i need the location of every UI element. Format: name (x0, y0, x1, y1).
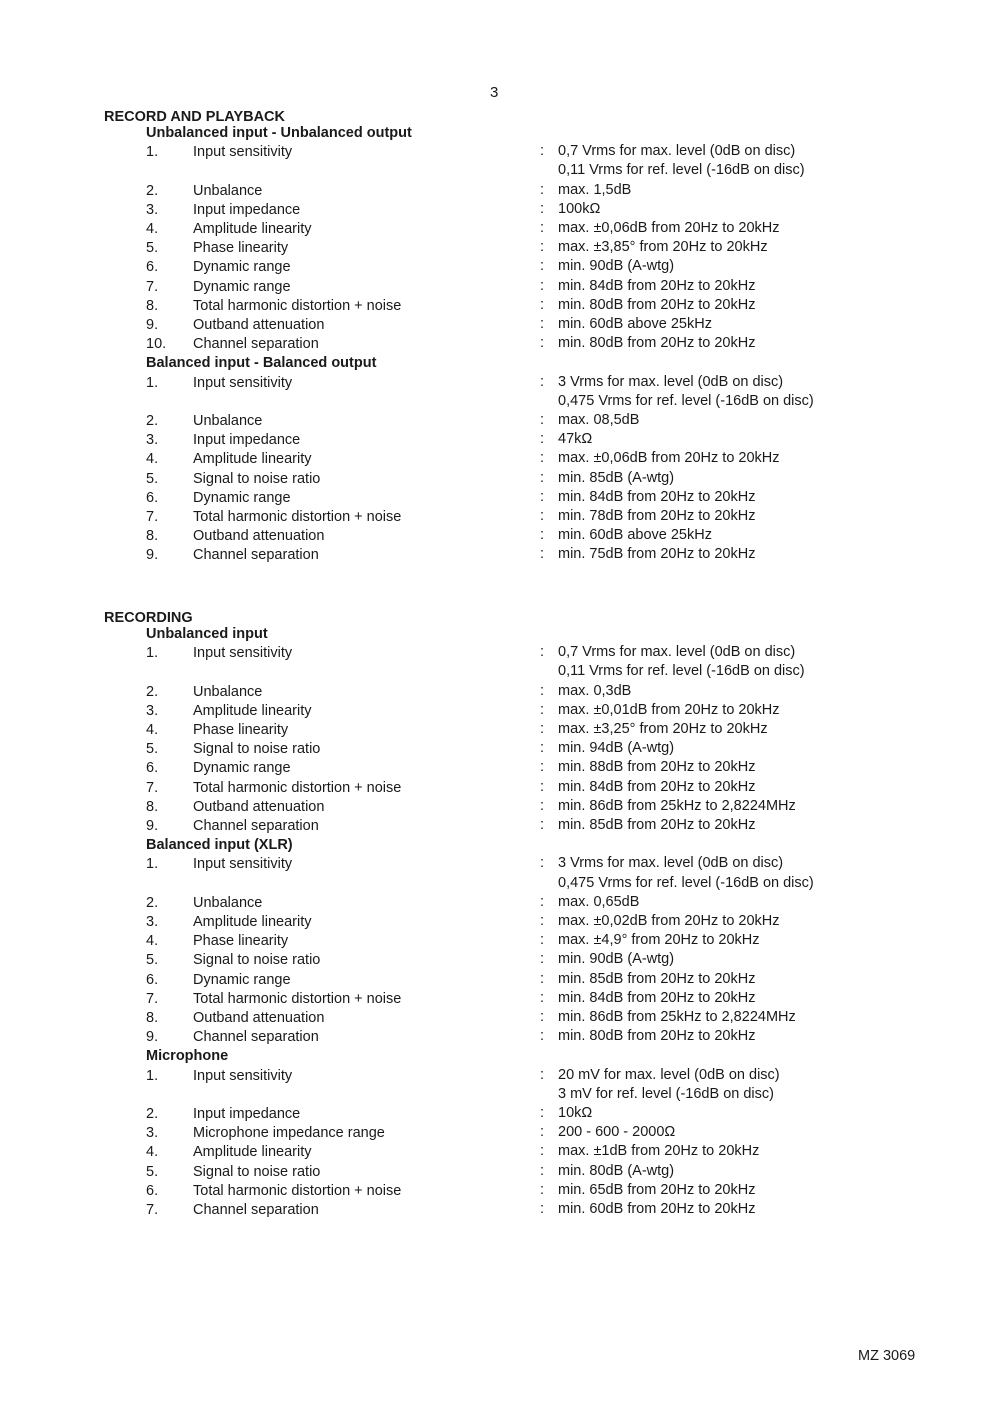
spec-number: 4. (146, 1144, 159, 1161)
spec-label: Amplitude linearity (193, 702, 312, 719)
subsection-title: Balanced input (XLR) (146, 837, 293, 854)
spec-value: min. 80dB from 20Hz to 20kHz (558, 1028, 756, 1045)
spec-number: 6. (146, 971, 159, 988)
spec-value: 47kΩ (558, 431, 593, 448)
spec-value: min. 84dB from 20Hz to 20kHz (558, 277, 756, 294)
spec-value: min. 60dB above 25kHz (558, 316, 712, 332)
spec-label: Amplitude linearity (193, 221, 312, 237)
spec-number: 8. (146, 297, 159, 314)
spec-label: Input impedance (193, 432, 301, 449)
spec-number: 9. (146, 547, 159, 564)
spec-separator: : (540, 701, 545, 718)
spec-number: 6. (146, 259, 159, 276)
spec-value: min. 60dB from 20Hz to 20kHz (558, 1201, 756, 1217)
spec-value: min. 80dB (A-wtg) (558, 1162, 675, 1179)
spec-separator: : (540, 296, 545, 313)
spec-number: 7. (146, 1202, 159, 1218)
spec-label: Amplitude linearity (193, 914, 312, 930)
spec-number: 8. (146, 1010, 159, 1026)
spec-label: Dynamic range (193, 971, 291, 988)
spec-separator: : (540, 1124, 545, 1141)
spec-label: Channel separation (193, 336, 319, 353)
spec-label: Input sensitivity (193, 1067, 293, 1084)
spec-value: min. 88dB from 20Hz to 20kHz (558, 759, 756, 776)
spec-value: 0,7 Vrms for max. level (0dB on disc) (558, 143, 796, 160)
spec-value: max. 0,65dB (558, 893, 640, 910)
spec-value: max. ±0,06dB from 20Hz to 20kHz (558, 450, 780, 467)
spec-value: 0,475 Vrms for ref. level (-16dB on disc) (558, 392, 814, 409)
spec-label: Microphone impedance range (193, 1125, 385, 1142)
spec-label: Input sensitivity (193, 374, 293, 391)
spec-number: 2. (146, 1106, 159, 1122)
spec-separator: : (540, 1066, 545, 1083)
spec-value: min. 84dB from 20Hz to 20kHz (558, 778, 756, 795)
spec-label: Unbalance (193, 894, 263, 911)
spec-label: Amplitude linearity (193, 451, 312, 468)
spec-separator: : (540, 143, 545, 160)
spec-separator: : (540, 893, 545, 910)
spec-separator: : (540, 316, 545, 332)
spec-value: max. ±3,85° from 20Hz to 20kHz (558, 239, 768, 256)
spec-number: 2. (146, 413, 159, 429)
spec-number: 4. (146, 221, 159, 237)
spec-value: max. ±3,25° from 20Hz to 20kHz (558, 721, 768, 737)
spec-number: 3. (146, 914, 159, 930)
spec-label: Outband attenuation (193, 528, 325, 545)
spec-number: 1. (146, 645, 159, 662)
spec-separator: : (540, 817, 545, 833)
spec-number: 2. (146, 894, 159, 911)
spec-separator: : (540, 508, 545, 524)
spec-number: 7. (146, 779, 159, 796)
spec-label: Total harmonic distortion + noise (193, 297, 402, 314)
spec-value: min. 84dB from 20Hz to 20kHz (558, 488, 756, 505)
spec-value: max. ±0,06dB from 20Hz to 20kHz (558, 220, 780, 236)
spec-number: 3. (146, 1125, 159, 1142)
spec-label: Signal to noise ratio (193, 952, 321, 969)
spec-value: 10kΩ (558, 1105, 593, 1121)
spec-separator: : (540, 644, 545, 661)
spec-separator: : (540, 469, 545, 486)
spec-separator: : (540, 488, 545, 505)
spec-label: Input sensitivity (193, 856, 293, 873)
spec-number: 6. (146, 489, 159, 506)
page-number: 3 (490, 84, 499, 101)
spec-separator: : (540, 335, 545, 352)
spec-label: Channel separation (193, 547, 319, 564)
spec-separator: : (540, 797, 545, 814)
spec-value: max. ±0,02dB from 20Hz to 20kHz (558, 913, 780, 929)
spec-value: min. 85dB from 20Hz to 20kHz (558, 970, 756, 987)
spec-value: min. 90dB (A-wtg) (558, 258, 675, 275)
spec-separator: : (540, 258, 545, 275)
spec-number: 8. (146, 528, 159, 545)
spec-separator: : (540, 855, 545, 872)
spec-value: min. 85dB from 20Hz to 20kHz (558, 817, 756, 833)
spec-value: min. 94dB (A-wtg) (558, 740, 675, 757)
spec-value: min. 65dB from 20Hz to 20kHz (558, 1181, 756, 1198)
spec-value: max. ±0,01dB from 20Hz to 20kHz (558, 701, 780, 718)
spec-value: max. ±1dB from 20Hz to 20kHz (558, 1143, 760, 1160)
spec-separator: : (540, 721, 545, 737)
spec-label: Phase linearity (193, 722, 289, 738)
spec-label: Channel separation (193, 1029, 319, 1046)
spec-separator: : (540, 1028, 545, 1045)
spec-label: Unbalance (193, 683, 263, 700)
spec-label: Input sensitivity (193, 144, 293, 161)
spec-value: min. 80dB from 20Hz to 20kHz (558, 335, 756, 352)
spec-number: 1. (146, 374, 159, 391)
spec-label: Signal to noise ratio (193, 1163, 321, 1180)
spec-separator: : (540, 200, 545, 217)
spec-number: 5. (146, 952, 159, 969)
spec-label: Unbalance (193, 182, 263, 199)
spec-value: 3 Vrms for max. level (0dB on disc) (558, 373, 784, 390)
spec-separator: : (540, 431, 545, 448)
spec-label: Outband attenuation (193, 798, 325, 815)
spec-number: 2. (146, 182, 159, 199)
spec-number: 4. (146, 933, 159, 950)
spec-value: 20 mV for max. level (0dB on disc) (558, 1066, 780, 1083)
spec-separator: : (540, 239, 545, 256)
spec-number: 3. (146, 201, 159, 218)
spec-value: min. 86dB from 25kHz to 2,8224MHz (558, 797, 796, 814)
spec-number: 9. (146, 317, 159, 333)
spec-value: 200 - 600 - 2000Ω (558, 1124, 676, 1141)
spec-separator: : (540, 778, 545, 795)
spec-label: Phase linearity (193, 933, 289, 950)
spec-label: Signal to noise ratio (193, 741, 321, 758)
spec-label: Dynamic range (193, 760, 291, 777)
document-code: MZ 3069 (858, 1348, 916, 1364)
spec-separator: : (540, 913, 545, 929)
spec-separator: : (540, 277, 545, 294)
spec-separator: : (540, 220, 545, 236)
spec-label: Dynamic range (193, 278, 291, 295)
spec-number: 1. (146, 144, 159, 161)
spec-separator: : (540, 682, 545, 699)
spec-value: 3 Vrms for max. level (0dB on disc) (558, 855, 784, 872)
spec-label: Total harmonic distortion + noise (193, 1182, 402, 1199)
spec-separator: : (540, 1201, 545, 1217)
spec-label: Unbalance (193, 413, 263, 429)
spec-number: 5. (146, 1163, 159, 1180)
section-title: RECORD AND PLAYBACK (104, 109, 285, 125)
section-title: RECORDING (104, 610, 193, 626)
subsection-title: Microphone (146, 1048, 229, 1065)
spec-value: max. 1,5dB (558, 181, 632, 198)
spec-number: 9. (146, 818, 159, 834)
spec-value: max. 0,3dB (558, 682, 632, 699)
spec-number: 5. (146, 470, 159, 487)
spec-label: Dynamic range (193, 259, 291, 276)
spec-number: 3. (146, 702, 159, 719)
spec-value: 0,7 Vrms for max. level (0dB on disc) (558, 644, 796, 661)
spec-label: Total harmonic distortion + noise (193, 990, 402, 1007)
spec-label: Outband attenuation (193, 317, 325, 333)
spec-separator: : (540, 989, 545, 1006)
spec-value: 3 mV for ref. level (-16dB on disc) (558, 1085, 774, 1102)
spec-separator: : (540, 1009, 545, 1025)
spec-value: min. 84dB from 20Hz to 20kHz (558, 989, 756, 1006)
spec-label: Signal to noise ratio (193, 470, 321, 487)
spec-separator: : (540, 951, 545, 968)
spec-number: 7. (146, 509, 159, 525)
spec-label: Channel separation (193, 818, 319, 834)
spec-separator: : (540, 181, 545, 198)
spec-separator: : (540, 970, 545, 987)
subsection-title: Balanced input - Balanced output (146, 355, 377, 372)
spec-label: Input impedance (193, 201, 301, 218)
spec-value: max. ±4,9° from 20Hz to 20kHz (558, 932, 760, 949)
spec-label: Input impedance (193, 1106, 301, 1122)
spec-separator: : (540, 546, 545, 563)
spec-label: Total harmonic distortion + noise (193, 509, 402, 525)
spec-number: 6. (146, 1182, 159, 1199)
spec-separator: : (540, 450, 545, 467)
spec-label: Amplitude linearity (193, 1144, 312, 1161)
spec-value: 0,11 Vrms for ref. level (-16dB on disc) (558, 162, 805, 179)
spec-separator: : (540, 412, 545, 428)
spec-value: 100kΩ (558, 200, 601, 217)
spec-number: 2. (146, 683, 159, 700)
spec-separator: : (540, 1105, 545, 1121)
spec-value: min. 75dB from 20Hz to 20kHz (558, 546, 756, 563)
spec-number: 5. (146, 741, 159, 758)
spec-number: 8. (146, 798, 159, 815)
spec-value: 0,11 Vrms for ref. level (-16dB on disc) (558, 663, 805, 680)
spec-value: min. 80dB from 20Hz to 20kHz (558, 296, 756, 313)
spec-value: min. 90dB (A-wtg) (558, 951, 675, 968)
spec-number: 3. (146, 432, 159, 449)
spec-number: 5. (146, 240, 159, 257)
spec-label: Input sensitivity (193, 645, 293, 662)
spec-separator: : (540, 527, 545, 544)
spec-label: Outband attenuation (193, 1010, 325, 1026)
spec-value: min. 60dB above 25kHz (558, 527, 712, 544)
spec-separator: : (540, 759, 545, 776)
spec-separator: : (540, 1181, 545, 1198)
subsection-title: Unbalanced input (146, 626, 268, 642)
subsection-title: Unbalanced input - Unbalanced output (146, 125, 412, 141)
spec-number: 7. (146, 990, 159, 1007)
spec-value: min. 78dB from 20Hz to 20kHz (558, 508, 756, 524)
spec-number: 6. (146, 760, 159, 777)
spec-number: 10. (146, 336, 167, 353)
spec-separator: : (540, 740, 545, 757)
spec-separator: : (540, 373, 545, 390)
spec-label: Channel separation (193, 1202, 319, 1218)
spec-number: 1. (146, 856, 159, 873)
spec-number: 4. (146, 722, 159, 738)
spec-number: 7. (146, 278, 159, 295)
spec-number: 9. (146, 1029, 159, 1046)
spec-value: 0,475 Vrms for ref. level (-16dB on disc) (558, 874, 814, 891)
spec-label: Total harmonic distortion + noise (193, 779, 402, 796)
spec-number: 4. (146, 451, 159, 468)
spec-label: Dynamic range (193, 489, 291, 506)
spec-value: max. 08,5dB (558, 412, 640, 428)
spec-separator: : (540, 932, 545, 949)
spec-value: min. 85dB (A-wtg) (558, 469, 675, 486)
spec-separator: : (540, 1143, 545, 1160)
spec-separator: : (540, 1162, 545, 1179)
spec-number: 1. (146, 1067, 159, 1084)
spec-value: min. 86dB from 25kHz to 2,8224MHz (558, 1009, 796, 1025)
spec-label: Phase linearity (193, 240, 289, 257)
